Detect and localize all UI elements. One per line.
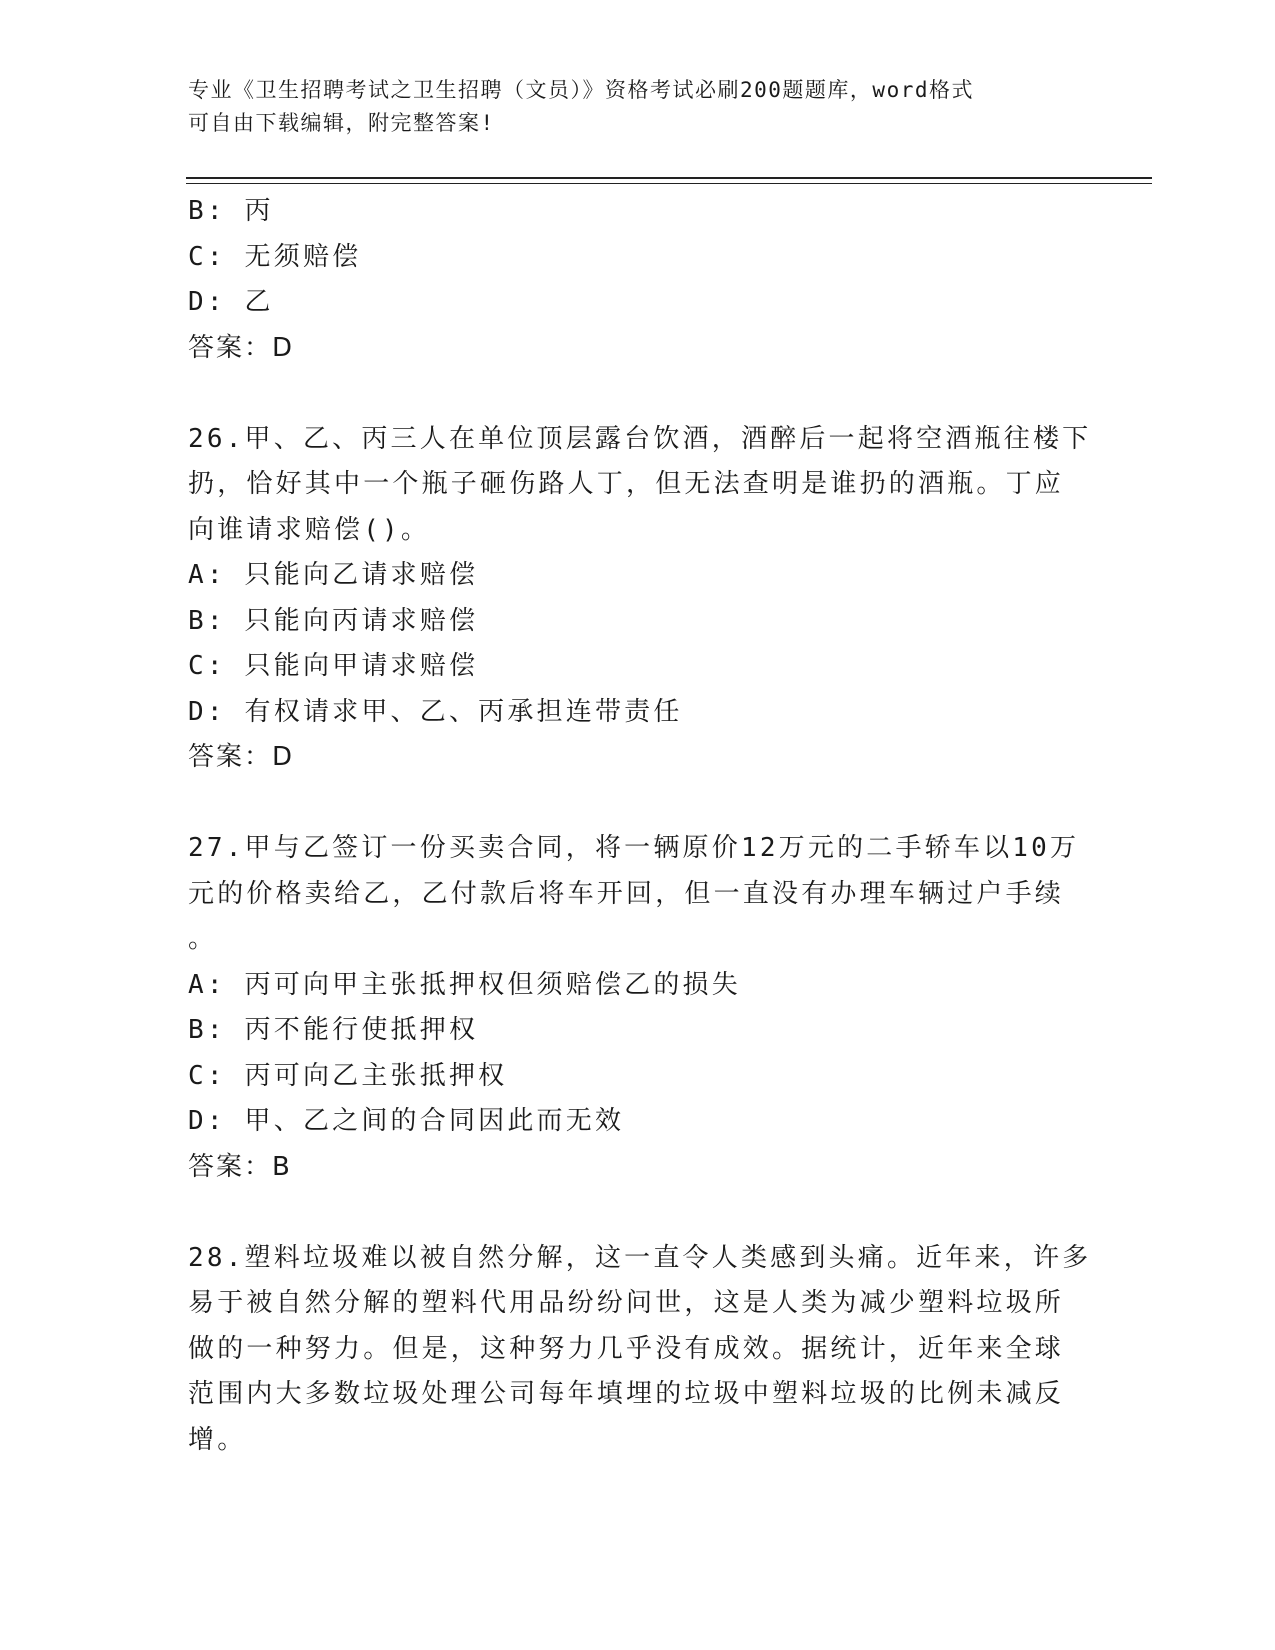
option-c: C: 丙可向乙主张抵押权 [188,1060,508,1091]
question-27 [188,826,1078,1190]
question-text-line: 向谁请求赔偿()。 [188,514,431,545]
answer-line: 答案：B [188,1151,292,1182]
header-line-1: 专业《卫生招聘考试之卫生招聘（文员）》资格考试必刷200题题库，word格式 [188,78,974,102]
question-text-line: 易于被自然分解的塑料代用品纷纷问世，这是人类为减少塑料垃圾所 [188,1288,1065,1318]
question-text-line: 元的价格卖给乙，乙付款后将车开回，但一直没有办理车辆过户手续 [188,878,1065,909]
option-d: D: 乙 [188,287,274,317]
option-a: A: 丙可向甲主张抵押权但须赔偿乙的损失 [188,969,741,1000]
option-d: D: 有权请求甲、乙、丙承担连带责任 [188,696,683,727]
option-b: B: 丙 [188,196,274,226]
question-text-line: 做的一种努力。但是，这种努力几乎没有成效。据统计，近年来全球 [188,1333,1065,1364]
question-26 [188,417,1092,781]
question-text-line: 扔，恰好其中一个瓶子砸伤路人丁，但无法查明是谁扔的酒瓶。丁应 [188,469,1065,499]
option-a: A: 只能向乙请求赔偿 [188,560,479,590]
question-text-line: 。 [188,924,218,954]
header-line-2: 可自由下载编辑，附完整答案! [188,111,495,135]
header-divider-thick [186,177,1152,179]
question-text-line: 26.甲、乙、丙三人在单位顶层露台饮酒，酒醉后一起将空酒瓶往楼下 [188,423,1092,454]
question-text-line: 27.甲与乙签订一份买卖合同，将一辆原价12万元的二手轿车以10万 [188,833,1080,863]
answer-line: 答案：D [188,332,295,363]
option-c: C: 只能向甲请求赔偿 [188,651,479,681]
document-header [188,74,1068,140]
option-b: B: 只能向丙请求赔偿 [188,605,479,636]
question-28 [188,1236,1092,1464]
document-body [188,189,1092,1463]
option-d: D: 甲、乙之间的合同因此而无效 [188,1106,625,1136]
question-text-line: 增。 [188,1424,247,1455]
question-25-continued [188,189,1078,371]
question-text-line: 范围内大多数垃圾处理公司每年填埋的垃圾中塑料垃圾的比例未减反 [188,1379,1065,1409]
header-divider-thin [186,183,1152,184]
question-text-line: 28.塑料垃圾难以被自然分解，这一直令人类感到头痛。近年来，许多 [188,1242,1092,1273]
option-c: C: 无须赔偿 [188,241,362,272]
option-b: B: 丙不能行使抵押权 [188,1015,479,1045]
answer-line: 答案：D [188,742,295,772]
